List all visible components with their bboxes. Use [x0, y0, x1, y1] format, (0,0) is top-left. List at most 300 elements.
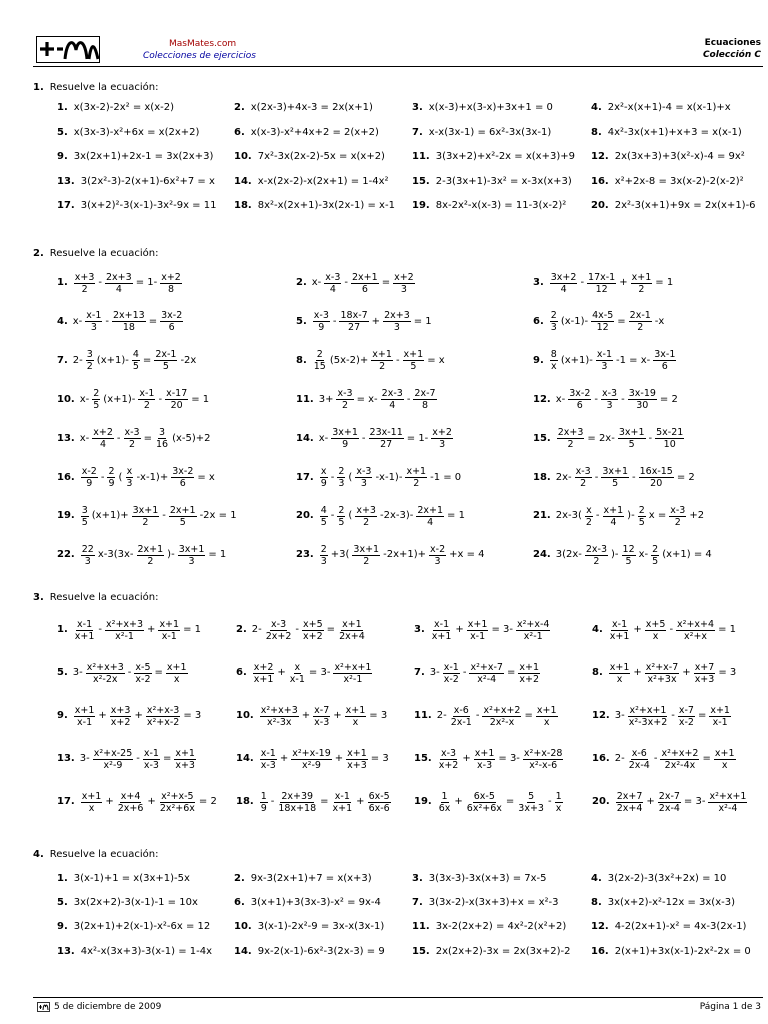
denominator: 4: [100, 439, 107, 451]
denominator: x: [173, 673, 180, 685]
numerator: x+3: [74, 271, 95, 283]
numerator: x²+x+3: [260, 704, 298, 716]
denominator: 6: [661, 361, 668, 373]
fraction: [669, 505, 686, 528]
fraction: [320, 544, 328, 567]
numerator: 2: [338, 504, 345, 516]
denominator: x: [88, 802, 95, 814]
equation: [79, 427, 212, 450]
equation-text: -: [330, 510, 335, 522]
equation-text: -2x+1)+: [383, 549, 427, 561]
equation-text: +: [619, 277, 628, 288]
denominator: x+1: [609, 630, 630, 642]
fraction: [112, 310, 146, 333]
denominator: x²+x: [684, 630, 708, 642]
exercise-item: [414, 702, 560, 730]
equation: [72, 705, 202, 728]
equation-text: =: [505, 796, 515, 807]
fraction: [628, 748, 651, 771]
denominator: 6: [361, 283, 368, 295]
exercise-number: 12.: [533, 393, 551, 405]
numerator: 5x-21: [656, 427, 684, 439]
equation-text: -: [344, 277, 349, 288]
fraction: [591, 310, 614, 333]
exercise-item: [57, 920, 210, 934]
equation-text: -: [116, 432, 121, 444]
numerator: x²+x-28: [523, 747, 563, 759]
numerator: 3x-19: [628, 388, 656, 400]
numerator: x-1: [139, 388, 155, 400]
fraction: [601, 466, 629, 489]
fraction: [708, 791, 747, 814]
equation-text: =: [320, 796, 329, 807]
numerator: 2x+1: [169, 504, 196, 516]
equation-text: = 3-: [308, 667, 331, 678]
denominator: x²-3x: [266, 716, 292, 728]
denominator: x+2: [438, 759, 459, 771]
equation-text: x-: [311, 277, 322, 288]
equation: [436, 791, 565, 814]
denominator: 2x²+6x: [159, 802, 195, 814]
equation: 3(3x+2)+x²-2x = x(x+3)+9: [435, 151, 575, 163]
fraction: [639, 466, 674, 489]
exercise-item: [57, 199, 216, 213]
numerator: x+1: [406, 466, 427, 477]
fraction: [154, 349, 177, 372]
equation-text: =: [154, 667, 163, 678]
fraction: [575, 466, 592, 489]
exercise-item: [57, 347, 197, 375]
denominator: 3: [126, 478, 133, 489]
exercise-item: [412, 920, 566, 934]
exercise-number: 14.: [234, 945, 252, 957]
numerator: x²+x+4: [677, 618, 715, 630]
fraction: [628, 388, 657, 411]
exercise-number: 9.: [533, 354, 544, 366]
exercise-item: [57, 616, 202, 644]
equation: [607, 619, 737, 642]
fraction: [628, 705, 669, 728]
equation: 3(x-1)-2x²-9 = 3x-x(3x-1): [257, 921, 385, 933]
denominator: 2: [413, 478, 420, 489]
exercise-number: 9.: [57, 921, 68, 933]
equation: [548, 272, 674, 295]
numerator: x: [320, 466, 327, 477]
exercise-number: 2.: [236, 624, 247, 635]
equation-text: 3-: [72, 667, 83, 678]
fraction: [431, 427, 453, 450]
equation-text: = 1: [718, 624, 736, 635]
equation-text: =: [142, 354, 152, 366]
numerator: 2x-1: [629, 310, 651, 322]
equation-text: )-: [627, 510, 635, 522]
exercise-number: 10.: [236, 710, 254, 721]
equation: [555, 466, 696, 489]
numerator: x-3: [313, 310, 329, 322]
exercise-number: 3.: [414, 624, 425, 635]
exercise-number: 7.: [412, 126, 423, 138]
numerator: x+2: [93, 427, 113, 439]
equation-text: (x+1)-: [560, 354, 593, 366]
exercise-item: [236, 788, 393, 816]
equation-text: +: [462, 753, 471, 764]
fraction: [93, 748, 134, 771]
fraction: [74, 619, 96, 642]
numerator: x+1: [175, 747, 195, 759]
equation-text: +: [134, 710, 143, 721]
exercise-item: [533, 541, 713, 569]
denominator: x-3: [260, 759, 276, 771]
equation-text: =: [326, 624, 336, 635]
exercise-item: [296, 269, 417, 297]
exercise-number: 5.: [296, 315, 307, 327]
equation-text: (x-5)+2: [172, 432, 211, 444]
equation-text: = 1: [413, 315, 432, 327]
denominator: 2: [637, 322, 644, 334]
equation-text: = 2: [659, 393, 678, 405]
equation-text: -: [332, 315, 337, 327]
fraction: [658, 791, 681, 814]
numerator: x²+x+2: [661, 747, 699, 759]
exercise-number: 5.: [57, 897, 68, 909]
exercise-number: 19.: [412, 200, 430, 212]
site-name: MasMates.com: [169, 39, 237, 49]
numerator: x-1: [334, 790, 350, 802]
equation-text: -: [105, 315, 110, 327]
equation: x-x(2x-2)-x(2x+1) = 1-4x²: [257, 175, 389, 187]
denominator: 6: [179, 478, 186, 489]
exercise-number: 15.: [412, 175, 430, 187]
fraction: [174, 748, 196, 771]
numerator: x²+x+1: [629, 704, 667, 716]
equation: [555, 427, 687, 450]
fraction: [160, 272, 182, 295]
exercise-item: [234, 175, 389, 189]
exercise-item: [236, 659, 374, 687]
denominator: 2x-1: [450, 716, 472, 728]
fraction: [160, 310, 183, 333]
denominator: x+3: [175, 759, 195, 771]
exercise-item: [533, 502, 705, 530]
denominator: 2: [674, 516, 681, 528]
section-heading: [33, 849, 158, 860]
numerator: 2: [338, 466, 345, 477]
exercise-number: 17.: [296, 471, 314, 483]
numerator: 4: [320, 504, 327, 516]
exercise-number: 2.: [234, 873, 245, 884]
exercise-item: [591, 896, 735, 910]
numerator: x: [586, 504, 592, 516]
exercise-number: 12.: [591, 151, 609, 163]
numerator: 5: [528, 790, 535, 802]
equation-text: -1 = x-: [616, 354, 651, 366]
equation-text: -x-1)-: [375, 471, 403, 483]
equation-text: (x-1)-: [560, 315, 589, 327]
equation: 3(2x²-3)-2(x+1)-6x²+7 = x: [80, 175, 215, 187]
numerator: x²+x+3: [86, 661, 124, 673]
fraction: [405, 466, 427, 489]
denominator: x²-9: [302, 759, 321, 771]
fraction: [86, 662, 125, 685]
exercise-number: 12.: [592, 710, 610, 721]
exercise-item: [236, 616, 368, 644]
exercise-item: [57, 702, 202, 730]
denominator: 5: [612, 478, 619, 489]
equation: 4x²-3x(x+1)+x+3 = x(x-1): [607, 126, 742, 138]
exercise-number: 8.: [591, 126, 602, 138]
exercise-number: 11.: [296, 393, 314, 405]
numerator: x: [294, 661, 301, 673]
exercise-number: 13.: [57, 175, 75, 187]
numerator: 1: [260, 790, 267, 802]
numerator: x+1: [519, 661, 539, 673]
equation: x(x-3)-x²+4x+2 = 2(x+2): [250, 126, 379, 138]
equation: [429, 662, 542, 685]
numerator: 3x-2: [569, 388, 591, 400]
equation: 3(3x-2)-x(3x+3)+x = x²-3: [428, 897, 559, 909]
equation-text: -: [669, 624, 674, 635]
equation: [72, 619, 202, 642]
equation-text: -1 = 0: [430, 471, 462, 483]
fraction: [313, 349, 327, 372]
numerator: x+1: [345, 704, 366, 716]
equation: [251, 662, 375, 685]
equation-text: = 3: [369, 710, 388, 721]
exercise-item: [234, 199, 395, 213]
numerator: 3x+1: [178, 543, 205, 555]
equation-text: )-: [167, 549, 175, 561]
exercise-item: [412, 199, 566, 213]
numerator: x+5: [303, 618, 323, 630]
section-number: 2.: [33, 248, 44, 259]
fraction: [105, 619, 144, 642]
equation-text: +: [371, 315, 381, 327]
equation: [79, 544, 228, 567]
exercise-item: [57, 502, 238, 530]
exercise-number: 5.: [57, 667, 68, 678]
numerator: x-2: [81, 466, 97, 477]
equation-text: x-3(3x-: [97, 549, 134, 561]
equation-text: =: [617, 315, 626, 327]
denominator: 3: [360, 478, 367, 489]
section-heading: [33, 592, 158, 603]
denominator: 5: [162, 361, 169, 373]
numerator: 2: [638, 504, 645, 516]
exercise-item: [414, 745, 565, 773]
numerator: x+1: [347, 747, 367, 759]
fraction: [339, 310, 368, 333]
numerator: 3x+2: [550, 271, 577, 283]
equation-text: 2-: [72, 354, 83, 366]
exercise-number: 10.: [234, 151, 252, 163]
equation: 2x(2x+2)-3x = 2x(3x+2)-2: [435, 945, 571, 957]
numerator: x-7: [678, 704, 694, 716]
equation-text: +: [455, 624, 464, 635]
numerator: x²+x-7: [470, 661, 503, 673]
fraction: [143, 748, 160, 771]
denominator: x: [543, 716, 550, 728]
equation-text: -: [127, 667, 132, 678]
equation: [72, 310, 186, 333]
fraction: [416, 505, 444, 528]
equation: [311, 272, 417, 295]
equation-text: -x-1)+: [136, 471, 169, 483]
equation-text: 3-: [614, 710, 625, 721]
numerator: x-17: [166, 388, 188, 400]
exercise-number: 20.: [592, 796, 610, 807]
denominator: x-3: [143, 759, 159, 771]
denominator: 5: [93, 400, 100, 412]
equation: [555, 505, 705, 528]
fraction: [678, 705, 695, 728]
exercise-number: 13.: [57, 753, 75, 764]
exercise-number: 2.: [234, 102, 245, 113]
exercise-number: 4.: [591, 102, 602, 113]
fraction: [351, 272, 379, 295]
fraction: [413, 388, 436, 411]
exercise-number: 11.: [412, 151, 430, 163]
numerator: x²+x+3: [106, 618, 144, 630]
fraction: [333, 662, 372, 685]
exercise-item: [234, 150, 385, 164]
denominator: 3: [400, 283, 407, 295]
fraction: [171, 466, 194, 489]
denominator: x: [555, 802, 562, 814]
exercise-number: 7.: [57, 354, 68, 366]
equation-text: -x: [654, 315, 665, 327]
fraction: [676, 619, 715, 642]
equation-text: x-: [72, 315, 83, 327]
exercise-item: [234, 101, 373, 115]
fraction: [313, 705, 330, 728]
fraction: [638, 505, 646, 528]
numerator: 2x+7: [616, 790, 643, 802]
exercise-item: [414, 788, 565, 816]
equation-text: =: [697, 710, 707, 721]
numerator: x+1: [166, 661, 187, 673]
numerator: x-1: [86, 310, 102, 322]
numerator: 3x+1: [618, 427, 645, 439]
exercise-number: 4.: [591, 873, 602, 884]
page-header: [33, 30, 763, 67]
numerator: x²+x-7: [645, 661, 679, 673]
denominator: x: [352, 716, 359, 728]
equation: [555, 544, 713, 567]
equation-text: = 1: [447, 510, 465, 522]
denominator: 9: [260, 802, 267, 814]
numerator: 2x+1: [352, 271, 378, 283]
denominator: 3: [434, 555, 441, 567]
fraction: [355, 466, 372, 489]
fraction: [331, 427, 359, 450]
exercise-number: 13.: [57, 432, 75, 444]
denominator: x+3: [694, 673, 715, 685]
exercise-item: [592, 788, 749, 816]
fraction: [467, 619, 489, 642]
equation: 9x-3(2x+1)+7 = x(x+3): [250, 873, 372, 884]
numerator: x²+x+1: [334, 661, 372, 673]
equation-text: -: [594, 471, 599, 483]
numerator: x+2: [394, 271, 414, 283]
numerator: x-1: [434, 618, 450, 630]
denominator: 3: [320, 555, 327, 567]
numerator: 2: [108, 466, 115, 477]
denominator: x-1: [289, 673, 305, 685]
fraction: [655, 427, 684, 450]
denominator: 3: [338, 478, 345, 489]
equation-text: =: [524, 710, 533, 721]
denominator: x²-4: [718, 802, 738, 814]
exercise-item: [234, 872, 372, 886]
denominator: 6: [168, 322, 175, 334]
denominator: 2x²-x: [489, 716, 515, 728]
denominator: x+1: [74, 630, 95, 642]
section-heading: [33, 248, 158, 259]
numerator: x-1: [612, 618, 628, 630]
fraction: [124, 427, 141, 450]
exercise-item: [234, 945, 385, 959]
equation-text: +2: [689, 510, 705, 522]
equation-text: =: [162, 753, 172, 764]
numerator: x+1: [372, 349, 392, 361]
numerator: x-1: [443, 661, 459, 673]
section-title: Resuelve la ecuación:: [49, 849, 159, 860]
exercise-number: 14.: [236, 753, 254, 764]
numerator: 2x+3: [557, 427, 584, 439]
fraction: [332, 791, 354, 814]
numerator: x²+x+1: [709, 790, 747, 802]
exercise-item: [412, 872, 547, 886]
numerator: 2: [93, 388, 100, 400]
numerator: x+1: [74, 704, 95, 716]
exercise-item: [533, 464, 696, 492]
equation-text: -: [136, 753, 140, 764]
exercise-item: [57, 659, 190, 687]
equation: x(3x-3)-x²+6x = x(2x+2): [73, 126, 200, 138]
numerator: 2: [316, 349, 323, 361]
exercise-number: 18.: [236, 796, 254, 807]
numerator: x+1: [609, 661, 630, 673]
equation-text: = x: [427, 354, 445, 366]
denominator: 5: [652, 555, 659, 567]
exercise-item: [57, 150, 213, 164]
equation: 9x-2(x-1)-6x²-3(2x-3) = 9: [257, 945, 385, 957]
equation-text: = 3-: [683, 796, 706, 807]
denominator: 2x-4: [658, 802, 680, 814]
numerator: x-3: [271, 618, 287, 630]
numerator: x+5: [645, 618, 666, 630]
numerator: x+7: [694, 661, 715, 673]
denominator: 8: [168, 283, 175, 295]
equation: 2x²-x(x+1)-4 = x(x-1)+x: [607, 102, 731, 113]
exercise-number: 21.: [533, 510, 551, 522]
equation: 7x²-3x(2x-2)-5x = x(x+2): [257, 151, 385, 163]
fraction: [536, 705, 558, 728]
equation: 8x-2x²-x(x-3) = 11-3(x-2)²: [435, 200, 567, 212]
exercise-item: [412, 896, 558, 910]
exercise-number: 15.: [414, 753, 432, 764]
equation: [79, 791, 218, 814]
fraction: [694, 662, 716, 685]
fraction: [110, 705, 132, 728]
numerator: 23x-11: [369, 427, 403, 439]
equation-text: x-: [79, 432, 90, 444]
numerator: x²+x-4: [516, 618, 550, 630]
denominator: 9: [86, 478, 93, 489]
equation-text: +: [646, 796, 655, 807]
numerator: x-1: [260, 747, 276, 759]
equation: 3x(x+2)-x²-12x = 3x(x-3): [607, 897, 736, 909]
